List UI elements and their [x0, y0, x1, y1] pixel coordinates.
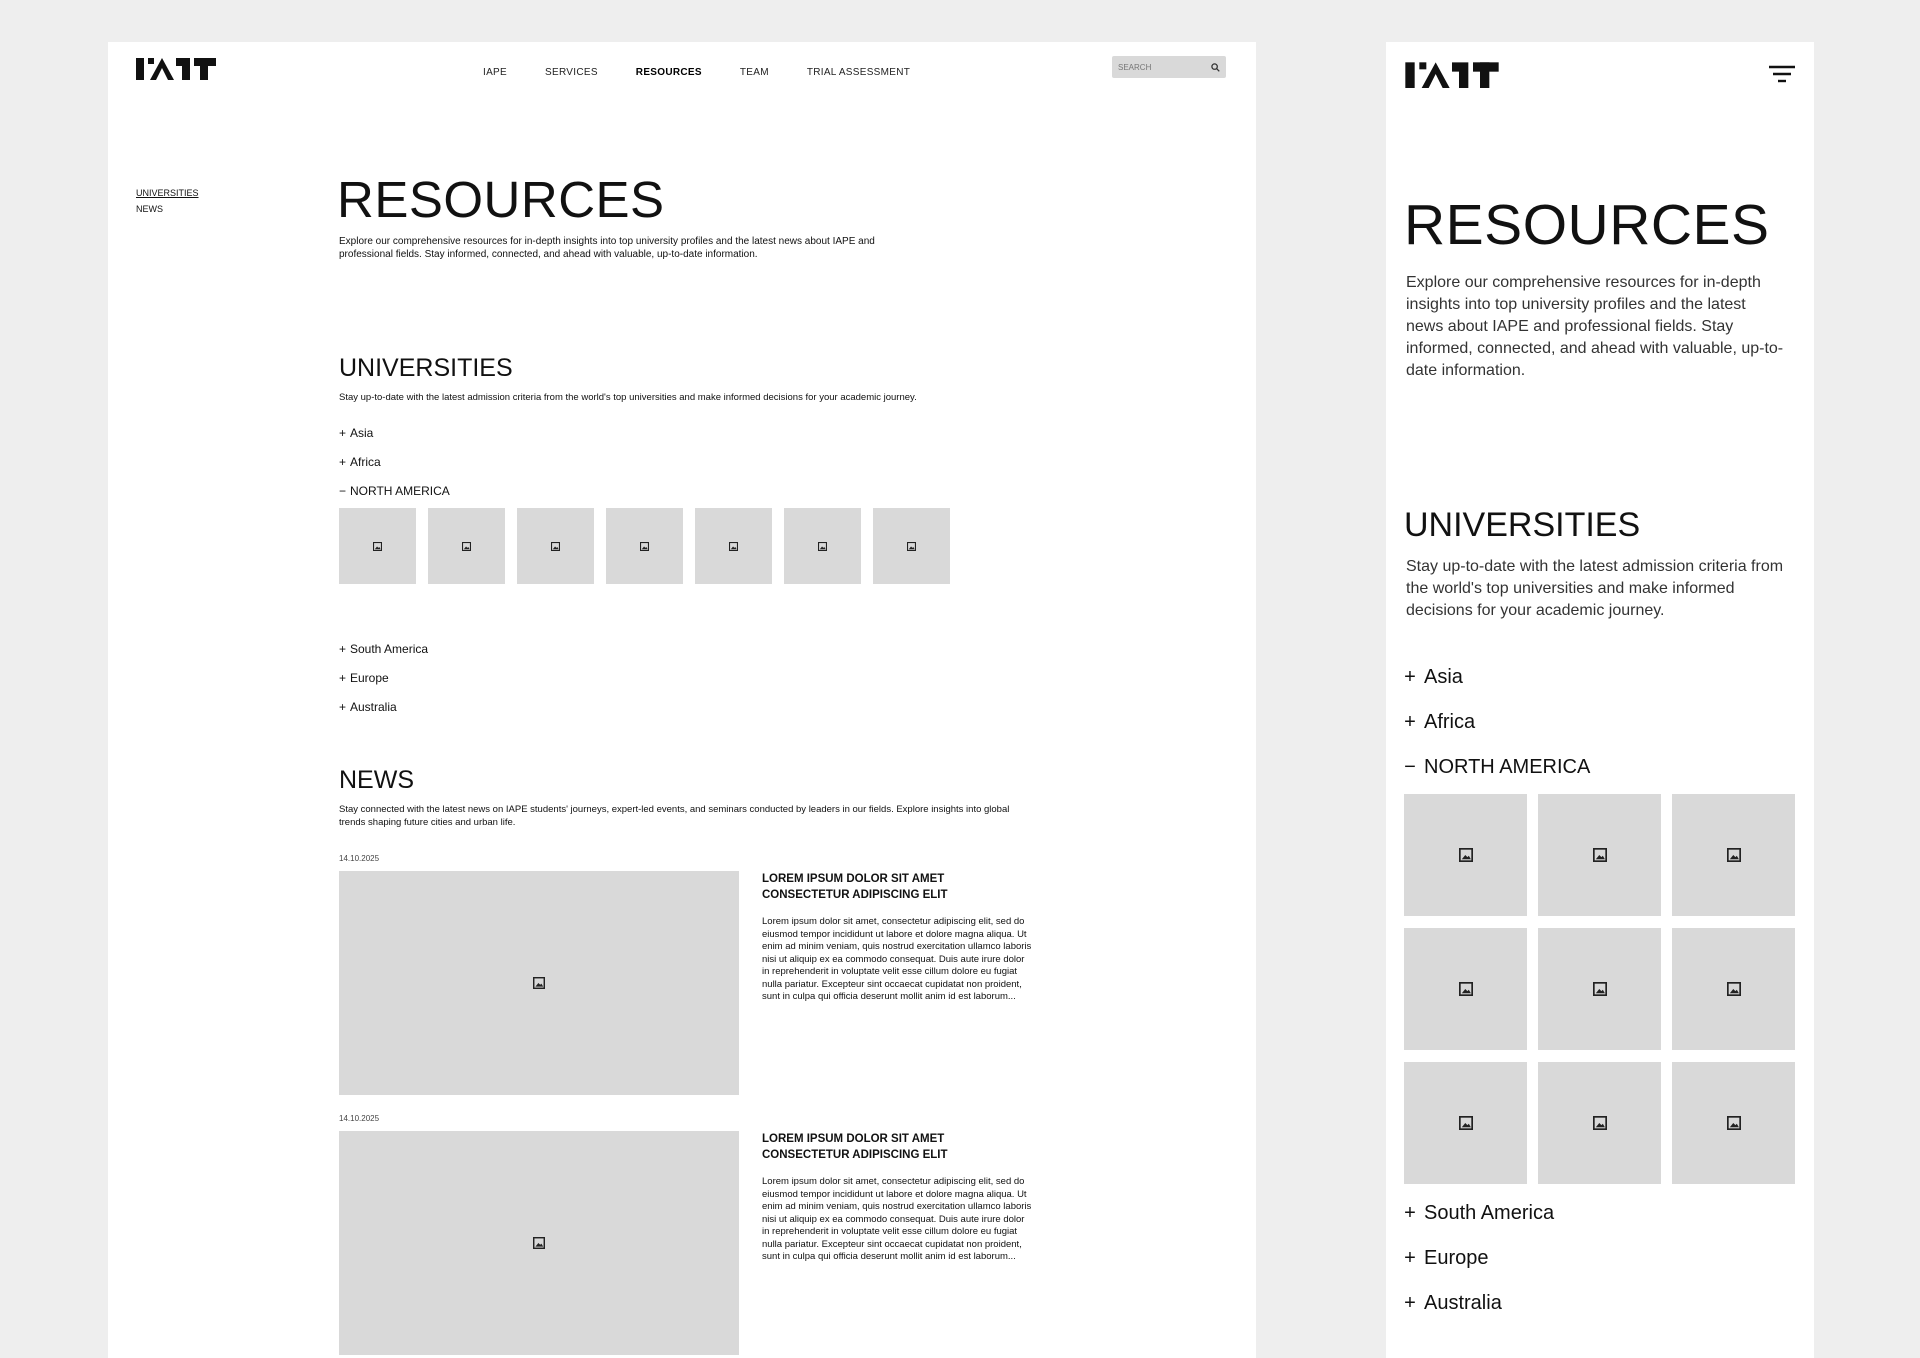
search-icon[interactable]: [1211, 63, 1220, 72]
accordion-label: Asia: [350, 426, 374, 440]
university-card[interactable]: [339, 508, 416, 584]
menu-icon[interactable]: [1768, 64, 1796, 84]
expand-icon: +: [1404, 1202, 1416, 1224]
expand-icon: +: [339, 700, 347, 714]
university-thumbnails: [1404, 794, 1795, 1184]
image-icon: [1593, 848, 1607, 862]
iape-logo[interactable]: [136, 56, 216, 80]
accordion-label: Africa: [1424, 711, 1476, 733]
image-icon: [818, 542, 827, 551]
image-icon: [1593, 982, 1607, 996]
image-icon: [1459, 848, 1473, 862]
image-icon: [533, 1237, 545, 1249]
university-card[interactable]: [695, 508, 772, 584]
image-icon: [1459, 1116, 1473, 1130]
news-image[interactable]: [339, 1131, 739, 1355]
accordion-label: NORTH AMERICA: [350, 484, 450, 498]
search-placeholder: SEARCH: [1118, 62, 1152, 72]
image-icon: [1459, 982, 1473, 996]
expand-icon: +: [1404, 1247, 1416, 1269]
image-icon: [640, 542, 649, 551]
universities-subtitle: Stay up-to-date with the latest admission criteria from the world's top universities and make informed decisions for your academic journey.: [1406, 558, 1784, 619]
accordion-label: Australia: [350, 700, 397, 714]
image-icon: [729, 542, 738, 551]
desktop-frame: [108, 42, 1256, 1358]
university-card[interactable]: [1538, 1062, 1661, 1184]
news-heading: NEWS: [339, 766, 414, 794]
section-links: [136, 185, 199, 217]
accordion-north-america[interactable]: [339, 484, 450, 498]
nav-item-services[interactable]: SERVICES: [545, 67, 598, 78]
news-excerpt: Lorem ipsum dolor sit amet, consectetur adipiscing elit, sed do eiusmod tempor incididunt ut labore et dolore magna aliqua. Ut enim ad minim veniam, quis nostrud exercitation ullamco laboris nisi ut aliquip ex ea commodo consequat. Duis aute irure dolor in reprehenderit in voluptate velit esse cillum dolore eu fugiat nulla pariatur. Excepteur sint occaecat cupidatat non proident, sunt in culpa qui officia deserunt mollit anim id est laborum...: [762, 916, 1032, 1002]
university-card[interactable]: [1672, 928, 1795, 1050]
search-input[interactable]: [1112, 56, 1226, 78]
accordion-label: South America: [350, 642, 429, 656]
expand-icon: +: [339, 426, 347, 440]
accordion-north-america[interactable]: [1404, 756, 1590, 779]
accordion-australia[interactable]: [339, 700, 397, 714]
expand-icon: +: [339, 642, 347, 656]
image-icon: [907, 542, 916, 551]
universities-heading: UNIVERSITIES: [339, 354, 513, 382]
accordion-australia[interactable]: [1404, 1292, 1502, 1315]
news-title[interactable]: LOREM IPSUM DOLOR SIT AMET CONSECTETUR ADIPISCING ELIT: [762, 873, 948, 901]
image-icon: [373, 542, 382, 551]
news-date: 14.10.2025: [339, 854, 380, 863]
accordion-label: Asia: [1424, 666, 1463, 688]
image-icon: [1593, 1116, 1607, 1130]
accordion-label: Australia: [1424, 1292, 1502, 1314]
accordion-asia[interactable]: [339, 426, 373, 440]
nav-item-resources[interactable]: RESOURCES: [635, 67, 702, 78]
nav-item-team[interactable]: TEAM: [739, 67, 769, 78]
accordion-label: Africa: [350, 455, 381, 469]
expand-icon: +: [339, 671, 347, 685]
main-nav: [483, 67, 910, 78]
university-card[interactable]: [873, 508, 950, 584]
side-link-news[interactable]: NEWS: [136, 204, 163, 214]
news-excerpt: Lorem ipsum dolor sit amet, consectetur adipiscing elit, sed do eiusmod tempor incididunt ut labore et dolore magna aliqua. Ut enim ad minim veniam, quis nostrud exercitation ullamco laboris nisi ut aliquip ex ea commodo consequat. Duis aute irure dolor in reprehenderit in voluptate velit esse cillum dolore eu fugiat nulla pariatur. Excepteur sint occaecat cupidatat non proident, sunt in culpa qui officia deserunt mollit anim id est laborum...: [762, 1176, 1032, 1262]
expand-icon: +: [1404, 1292, 1416, 1314]
nav-item-iape[interactable]: IAPE: [483, 67, 507, 78]
page-title: RESOURCES: [1404, 193, 1770, 257]
university-card[interactable]: [1538, 794, 1661, 916]
university-card[interactable]: [606, 508, 683, 584]
accordion-label: South America: [1424, 1202, 1555, 1224]
university-card[interactable]: [1672, 794, 1795, 916]
side-link-universities[interactable]: UNIVERSITIES: [136, 188, 199, 198]
university-card[interactable]: [1672, 1062, 1795, 1184]
universities-subtitle: Stay up-to-date with the latest admission criteria from the world's top universities and make informed decisions for your academic journey.: [339, 392, 917, 403]
collapse-icon: −: [1404, 756, 1416, 778]
university-card[interactable]: [784, 508, 861, 584]
university-card[interactable]: [428, 508, 505, 584]
accordion-label: Europe: [350, 671, 389, 685]
collapse-icon: −: [339, 484, 347, 498]
page-intro: Explore our comprehensive resources for in-depth insights into top university profiles and the latest news about IAPE and professional fields. Stay informed, connected, and ahead with valuable, up-to-date information.: [1406, 274, 1784, 379]
image-icon: [1727, 1116, 1741, 1130]
expand-icon: +: [339, 455, 347, 469]
page-intro: Explore our comprehensive resources for in-depth insights into top university profiles and the latest news about IAPE and professional fields. Stay informed, connected, and ahead with valuable, up-to-date information.: [339, 236, 875, 260]
university-thumbnails: [339, 508, 950, 584]
news-date: 14.10.2025: [339, 1114, 380, 1123]
accordion-label: NORTH AMERICA: [1424, 756, 1591, 778]
page-title: RESOURCES: [337, 171, 665, 228]
image-icon: [1727, 982, 1741, 996]
university-card[interactable]: [1404, 1062, 1527, 1184]
expand-icon: +: [1404, 666, 1416, 688]
news-title[interactable]: LOREM IPSUM DOLOR SIT AMET CONSECTETUR ADIPISCING ELIT: [762, 1133, 948, 1161]
iape-logo[interactable]: [1404, 60, 1500, 88]
accordion-europe[interactable]: [339, 671, 389, 685]
expand-icon: +: [1404, 711, 1416, 733]
university-card[interactable]: [517, 508, 594, 584]
university-card[interactable]: [1404, 794, 1527, 916]
accordion-europe[interactable]: [1404, 1247, 1489, 1270]
image-icon: [462, 542, 471, 551]
mobile-frame: [1386, 42, 1814, 1358]
accordion-asia[interactable]: [1404, 666, 1463, 689]
nav-item-trial-assessment[interactable]: TRIAL ASSESSMENT: [806, 67, 911, 78]
image-icon: [533, 977, 545, 989]
accordion-africa[interactable]: [1404, 711, 1475, 734]
university-card[interactable]: [1404, 928, 1527, 1050]
news-image[interactable]: [339, 871, 739, 1095]
news-subtitle: Stay connected with the latest news on IAPE students' journeys, expert-led events, and seminars conducted by leaders in our fields. Explore insights into global trends shaping future cities and urban life.: [339, 804, 1010, 828]
accordion-africa[interactable]: [339, 455, 381, 469]
image-icon: [1727, 848, 1741, 862]
accordion-south-america[interactable]: [339, 642, 428, 656]
universities-heading: UNIVERSITIES: [1404, 506, 1641, 544]
accordion-label: Europe: [1424, 1247, 1489, 1269]
university-card[interactable]: [1538, 928, 1661, 1050]
accordion-south-america[interactable]: [1404, 1202, 1554, 1225]
image-icon: [551, 542, 560, 551]
